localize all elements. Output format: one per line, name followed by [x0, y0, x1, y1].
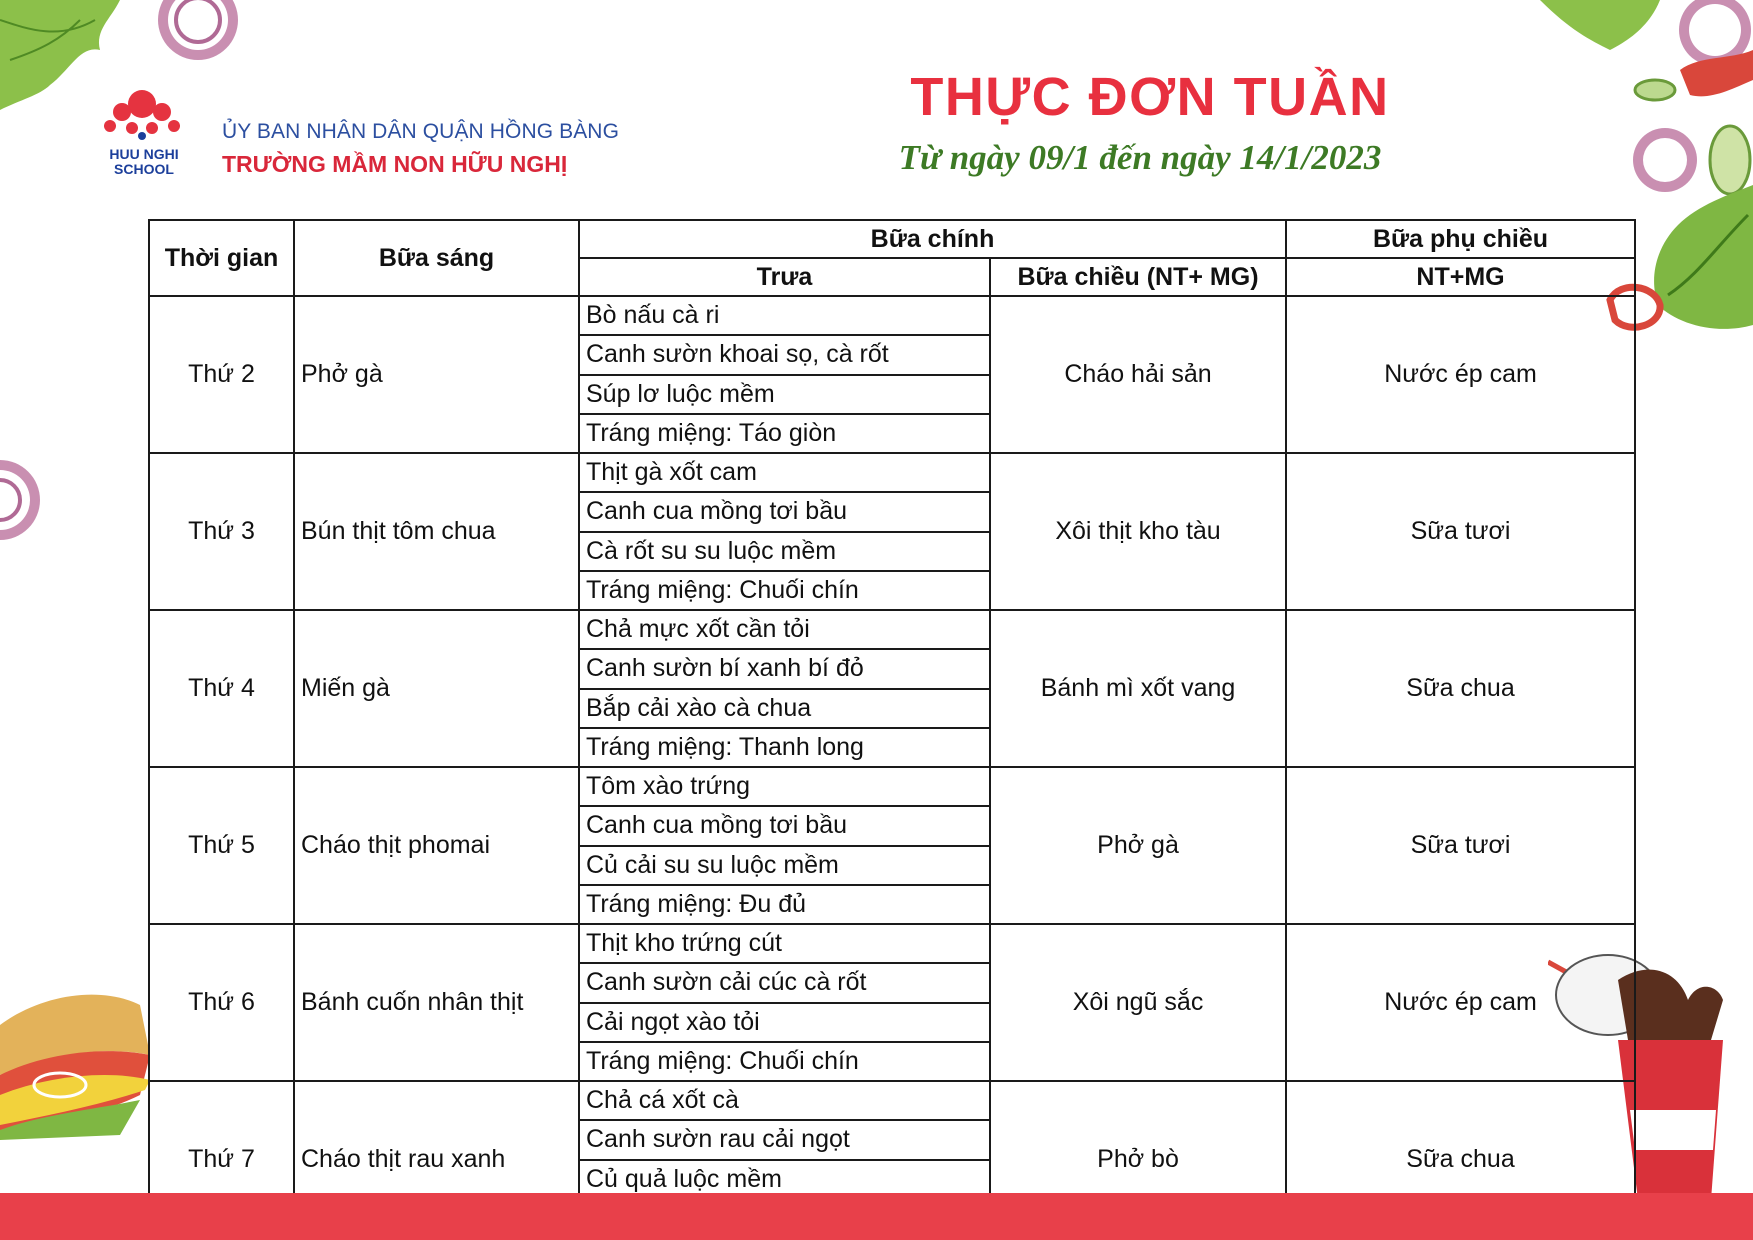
- lunch-item: Củ cải su su luộc mềm: [579, 846, 990, 885]
- lunch-item: Chả cá xốt cà: [579, 1081, 990, 1120]
- logo-text-line1: HUU NGHI: [109, 146, 179, 162]
- lunch-item: Canh sườn bí xanh bí đỏ: [579, 649, 990, 688]
- lunch-item: Bắp cải xào cà chua: [579, 689, 990, 728]
- header-lunch: Trưa: [579, 258, 990, 296]
- table-row: [149, 610, 1635, 649]
- date-range: Từ ngày 09/1 đến ngày 14/1/2023: [898, 138, 1382, 177]
- lunch-item: Bò nấu cà ri: [579, 296, 990, 335]
- lunch-item: Củ quả luộc mềm: [579, 1160, 990, 1199]
- afternoon-cell: Xôi ngũ sắc: [990, 924, 1286, 1081]
- header-breakfast: Bữa sáng: [294, 220, 579, 296]
- school-name: TRƯỜNG MẦM NON HỮU NGHỊ: [222, 151, 568, 177]
- onion-ring-icon: [148, 0, 248, 70]
- lunch-item: Canh cua mồng tơi bầu: [579, 806, 990, 845]
- weekly-menu-table: [148, 219, 1636, 1239]
- day-cell: Thứ 2: [149, 296, 294, 453]
- table-row: [149, 924, 1635, 963]
- lunch-item: Tôm xào trứng: [579, 767, 990, 806]
- onion-ring-icon: [0, 450, 50, 550]
- afternoon-cell: Phở bò: [990, 1081, 1286, 1238]
- logo-text: [96, 147, 192, 177]
- logo-text-line2: SCHOOL: [114, 161, 174, 177]
- table-row: [149, 1081, 1635, 1120]
- lunch-item: Chả mực xốt cần tỏi: [579, 610, 990, 649]
- lunch-item: Súp lơ luộc mềm: [579, 375, 990, 414]
- table-row: [149, 296, 1635, 335]
- lunch-item: Cà rốt su su luộc mềm: [579, 532, 990, 571]
- snack-cell: Sữa chua: [1286, 1081, 1635, 1238]
- day-cell: Thứ 5: [149, 767, 294, 924]
- table-row: [149, 767, 1635, 806]
- breakfast-cell: Miến gà: [294, 610, 579, 767]
- lunch-item: Tráng miệng: Chuối chín: [579, 571, 990, 610]
- header-snack: Bữa phụ chiều: [1286, 220, 1635, 258]
- day-cell: Thứ 4: [149, 610, 294, 767]
- day-cell: Thứ 3: [149, 453, 294, 610]
- snack-cell: Nước ép cam: [1286, 924, 1635, 1081]
- lunch-item: Cải ngọt xào tỏi: [579, 1003, 990, 1042]
- lunch-item: Canh sườn khoai sọ, cà rốt: [579, 335, 990, 374]
- afternoon-cell: Xôi thịt kho tàu: [990, 453, 1286, 610]
- snack-cell: Sữa tươi: [1286, 767, 1635, 924]
- breakfast-cell: Bánh cuốn nhân thịt: [294, 924, 579, 1081]
- breakfast-cell: Cháo thịt phomai: [294, 767, 579, 924]
- breakfast-cell: Cháo thịt rau xanh: [294, 1081, 579, 1238]
- bottom-bar: [0, 1193, 1753, 1240]
- day-cell: Thứ 7: [149, 1081, 294, 1238]
- header-main-meal: Bữa chính: [579, 220, 1286, 258]
- snack-cell: Sữa tươi: [1286, 453, 1635, 610]
- header-snack-sub: NT+MG: [1286, 258, 1635, 296]
- lunch-item: Canh cua mồng tơi bầu: [579, 492, 990, 531]
- sandwich-icon: [0, 985, 160, 1140]
- lunch-item: Canh sườn cải cúc cà rốt: [579, 963, 990, 1002]
- header-time: Thời gian: [149, 220, 294, 296]
- lunch-item: Tráng miệng: Đu đủ: [579, 885, 990, 924]
- afternoon-cell: Phở gà: [990, 767, 1286, 924]
- table-row: [149, 453, 1635, 492]
- snack-cell: Sữa chua: [1286, 610, 1635, 767]
- lunch-item: Thịt kho trứng cút: [579, 924, 990, 963]
- page-title: THỰC ĐƠN TUẦN: [910, 67, 1390, 127]
- lunch-item: Thịt gà xốt cam: [579, 453, 990, 492]
- lunch-item: Tráng miệng: Thanh long: [579, 728, 990, 767]
- snack-cell: Nước ép cam: [1286, 296, 1635, 453]
- organization-name: ỦY BAN NHÂN DÂN QUẬN HỒNG BÀNG: [222, 120, 620, 143]
- afternoon-cell: Cháo hải sản: [990, 296, 1286, 453]
- day-cell: Thứ 6: [149, 924, 294, 1081]
- breakfast-cell: Phở gà: [294, 296, 579, 453]
- afternoon-cell: Bánh mì xốt vang: [990, 610, 1286, 767]
- lunch-item: Tráng miệng: Chuối chín: [579, 1042, 990, 1081]
- lunch-item: Tráng miệng: Táo giòn: [579, 414, 990, 453]
- lettuce-icon: [1540, 0, 1753, 130]
- breakfast-cell: Bún thịt tôm chua: [294, 453, 579, 610]
- header-afternoon: Bữa chiều (NT+ MG): [990, 258, 1286, 296]
- lunch-item: Canh sườn rau cải ngọt: [579, 1120, 990, 1159]
